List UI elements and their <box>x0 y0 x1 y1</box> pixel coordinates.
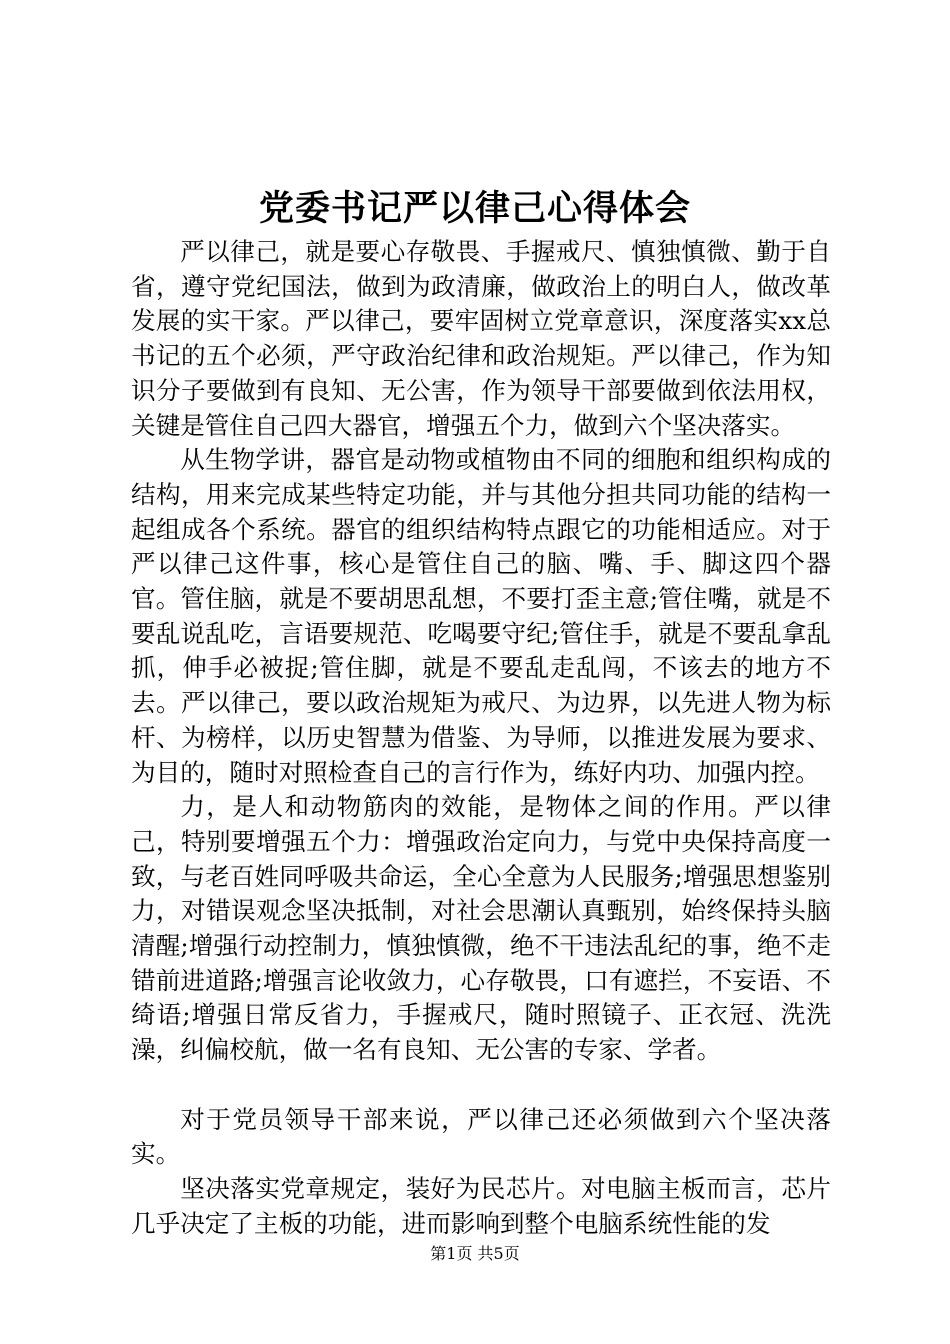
page-number: 第1页 共5页 <box>430 1244 520 1263</box>
paragraph-self-discipline: 严以律己，就是要心存敬畏、手握戒尺、慎独慎微、勤于自省，遵守党纪国法，做到为政清廉，做政治上的明白人，做改革发展的实干家。严以律己，要牢固树立党章意识，深度落实xx总书记的五个必须，严守政治纪律和政治规矩。严以律己，作为知识分子要做到有良知、无公害，作为领导干部要做到依法用权，关键是管住自己四大器官，增强五个力，做到六个坚决落实。 <box>131 237 831 440</box>
paragraph-spacer <box>131 1068 831 1103</box>
paragraph-four-organs: 从生物学讲，器官是动物或植物由不同的细胞和组织构成的结构，用来完成某些特定功能，并与其他分担共同功能的结构一起组成各个系统。器官的组织结构特点跟它的功能相适应。对于严以律己这件事，核心是管住自己的脑、嘴、手、脚这四个器官。管住脑，就是不要胡思乱想，不要打歪主意;管住嘴，就是不要乱说乱吃，言语要规范、吃喝要守纪;管住手，就是不要乱拿乱抓，伸手必被捉;管住脚，就是不要乱走乱闯，不该去的地方不去。严以律己，要以政治规矩为戒尺、为边界，以先进人物为标杆、为榜样，以历史智慧为借鉴、为导师，以推进发展为要求、为目的，随时对照检查自己的言行作为，练好内功、加强内控。 <box>131 445 831 787</box>
paragraph-six-implementations: 对于党员领导干部来说，严以律己还必须做到六个坚决落实。 <box>131 1104 831 1169</box>
paragraph-party-constitution: 坚决落实党章规定，装好为民芯片。对电脑主板而言，芯片几乎决定了主板的功能，进而影响到整个电脑系统性能的发 <box>131 1173 831 1238</box>
paragraph-five-forces: 力，是人和动物筋肉的效能，是物体之间的作用。严以律己，特别要增强五个力：增强政治定向力，与党中央保持高度一致，与老百姓同呼吸共命运，全心全意为人民服务;增强思想鉴别力，对错误观念坚决抵制，对社会思潮认真甄别，始终保持头脑清醒;增强行动控制力，慎独慎微，绝不干违法乱纪的事，绝不走错前进道路;增强言论收敛力，心存敬畏，口有遮拦，不妄语、不绮语;增强日常反省力，手握戒尺，随时照镜子、正衣冠、洗洗澡，纠偏校航，做一名有良知、无公害的专家、学者。 <box>131 792 831 1065</box>
document-body <box>131 235 831 1241</box>
document-title: 党委书记严以律己心得体会 <box>258 188 691 229</box>
